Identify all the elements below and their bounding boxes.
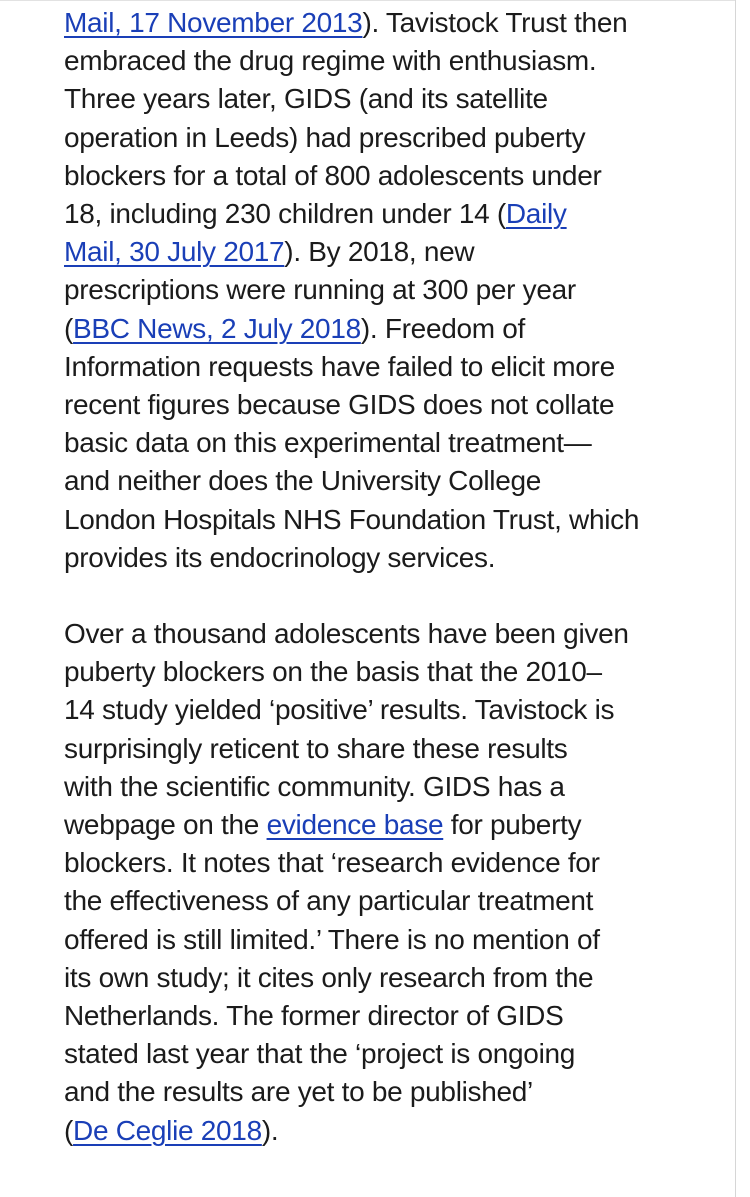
text-line: stated last year that the ‘project is ongoing bbox=[64, 1038, 576, 1070]
text-line: prescriptions were running at 300 per year bbox=[64, 274, 576, 306]
text-line: Mail, 30 July 2017). By 2018, new bbox=[64, 236, 475, 268]
text-line: blockers for a total of 800 adolescents under bbox=[64, 159, 602, 191]
text-line: London Hospitals NHS Foundation Trust, which bbox=[64, 503, 640, 535]
text-line: 18, including 230 children under 14 (Daily bbox=[64, 198, 567, 230]
text-line: offered is still limited.’ There is no mention of bbox=[64, 923, 600, 955]
text-line: Over a thousand adolescents have been given bbox=[64, 618, 629, 650]
link-de-ceglie-2018[interactable]: De Ceglie 2018 bbox=[73, 1114, 262, 1146]
paragraph-1 bbox=[64, 4, 734, 577]
text-line: 14 study yielded ‘positive’ results. Tavistock is bbox=[64, 694, 615, 726]
article-body bbox=[64, 4, 734, 1150]
text-line: with the scientific community. GIDS has a bbox=[64, 770, 565, 802]
top-divider bbox=[0, 0, 736, 1]
text-line: and the results are yet to be published’ bbox=[64, 1076, 533, 1108]
link-bbc-news-2018[interactable]: BBC News, 2 July 2018 bbox=[73, 312, 361, 344]
text-line: Netherlands. The former director of GIDS bbox=[64, 1000, 564, 1032]
text-line: (De Ceglie 2018). bbox=[64, 1114, 279, 1146]
link-daily-mail-2017[interactable]: Daily bbox=[505, 198, 567, 230]
paragraph-2 bbox=[64, 615, 734, 1150]
text-line: (BBC News, 2 July 2018). Freedom of bbox=[64, 312, 526, 344]
text-line: the effectiveness of any particular treatment bbox=[64, 885, 594, 917]
text-line: basic data on this experimental treatment— bbox=[64, 427, 592, 459]
text-line: webpage on the evidence base for puberty bbox=[64, 809, 582, 841]
link-daily-mail-2013[interactable]: Mail, 17 November 2013 bbox=[64, 7, 363, 38]
text-line: puberty blockers on the basis that the 2010– bbox=[64, 656, 602, 688]
text-line: blockers. It notes that ‘research evidence for bbox=[64, 847, 600, 879]
link-daily-mail-2017-cont[interactable]: Mail, 30 July 2017 bbox=[64, 236, 285, 268]
text-line: and neither does the University College bbox=[64, 465, 542, 497]
text-line: Three years later, GIDS (and its satellite bbox=[64, 83, 548, 115]
text-line: its own study; it cites only research from the bbox=[64, 961, 594, 993]
text-line: Information requests have failed to elicit more bbox=[64, 350, 615, 382]
page-right-edge bbox=[735, 0, 750, 1197]
text-line: Mail, 17 November 2013). Tavistock Trust then bbox=[64, 7, 628, 38]
text-line: operation in Leeds) had prescribed puberty bbox=[64, 121, 586, 153]
text-line: provides its endocrinology services. bbox=[64, 541, 496, 573]
link-evidence-base[interactable]: evidence base bbox=[266, 809, 444, 841]
text-line: recent figures because GIDS does not collate bbox=[64, 389, 615, 421]
text-line: surprisingly reticent to share these results bbox=[64, 732, 568, 764]
text-line: embraced the drug regime with enthusiasm. bbox=[64, 45, 597, 77]
